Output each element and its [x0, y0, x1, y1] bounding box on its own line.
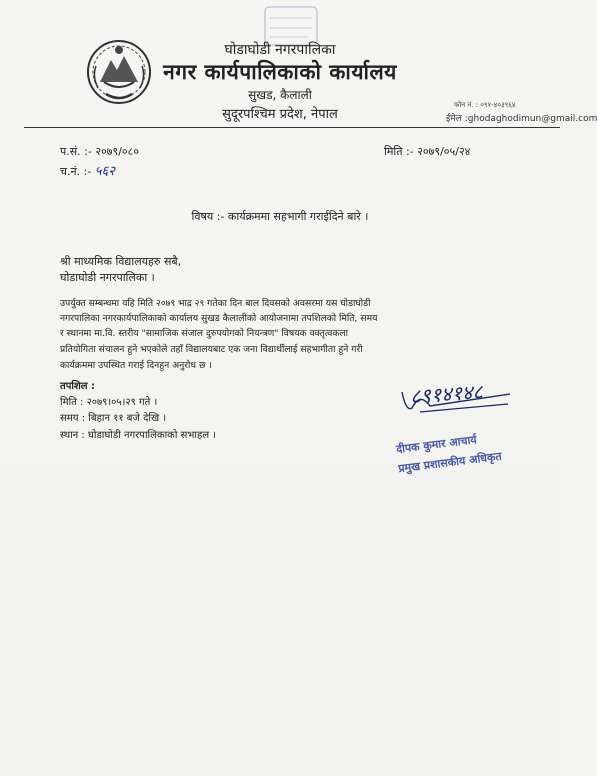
recipient-line-1: श्री माध्यमिक विद्यालयहरु सबै, [60, 255, 182, 268]
details-time: समय : बिहान ११ बजे देखि । [60, 413, 167, 424]
signatory-title-stamp: प्रमुख प्रशासकीय अधिकृत [397, 449, 503, 476]
municipality-name: घोडाघोडी नगरपालिका [224, 42, 336, 58]
details-venue: स्थान : घोडाघोडी नगरपालिकाको सभाहल । [60, 430, 217, 441]
email-address: ईमेल :ghodaghodimun@gmail.com [446, 114, 597, 124]
office-province: सुदूरपश्चिम प्रदेश, नेपाल [222, 107, 338, 122]
office-name: नगर कार्यपालिकाको कार्यालय [163, 60, 397, 84]
signature-scribble: ८९१४१४८ [409, 379, 484, 409]
recipient-line-2: घोडाघोडी नगरपालिका । [60, 271, 155, 284]
phone-number: फोन नं. : ०९१-४०३९६४ [454, 101, 516, 109]
header-divider [24, 127, 560, 128]
details-heading: तपशिल : [60, 381, 96, 392]
signatory-name-stamp: दीपक कुमार आचार्य [395, 433, 478, 456]
body-line: नगरपालिका नगरकार्यपालिकाको कार्यालय सुखड कैलालीको आयोजनामा तपशिलको मिति, समय [60, 313, 378, 324]
office-location: सुखड, कैलाली [248, 88, 312, 102]
letter-date: मिति :- २०७९/०५/२४ [384, 145, 471, 158]
subject-line: विषय :- कार्यक्रममा सहभागी गराईदिने बारे । [191, 210, 369, 223]
dispatch-number: ५६२ [94, 164, 116, 179]
body-line: प्रतियोगिता संचालन हुने भएकोले तहाँ विद्यालयबाट एक जना विद्यार्थीलाई सहभागीता हुने गरी [60, 344, 363, 355]
body-line: र स्थानमा मा.वि. स्तरीय "सामाजिक संजाल दुरुपयोगको नियन्त्रण" विषयक वक्तृत्वकला [60, 328, 349, 339]
body-line: उपर्युक्त सम्बन्धमा यहि मिति २०७९ भाद्र २९ गतेका दिन बाल दिवसको अवसरमा यस घोडाघोडी [60, 298, 371, 309]
dispatch-label: च.नं. :- [60, 165, 92, 178]
details-date: मिति : २०७९।०५।२९ गते । [60, 397, 158, 408]
body-line: कार्यक्रममा उपस्थित गराई दिनहुन अनुरोध छ । [60, 360, 212, 371]
letter-number: प.सं. :- २०७९/०८० [60, 145, 140, 158]
dispatch-number-row [60, 161, 115, 179]
